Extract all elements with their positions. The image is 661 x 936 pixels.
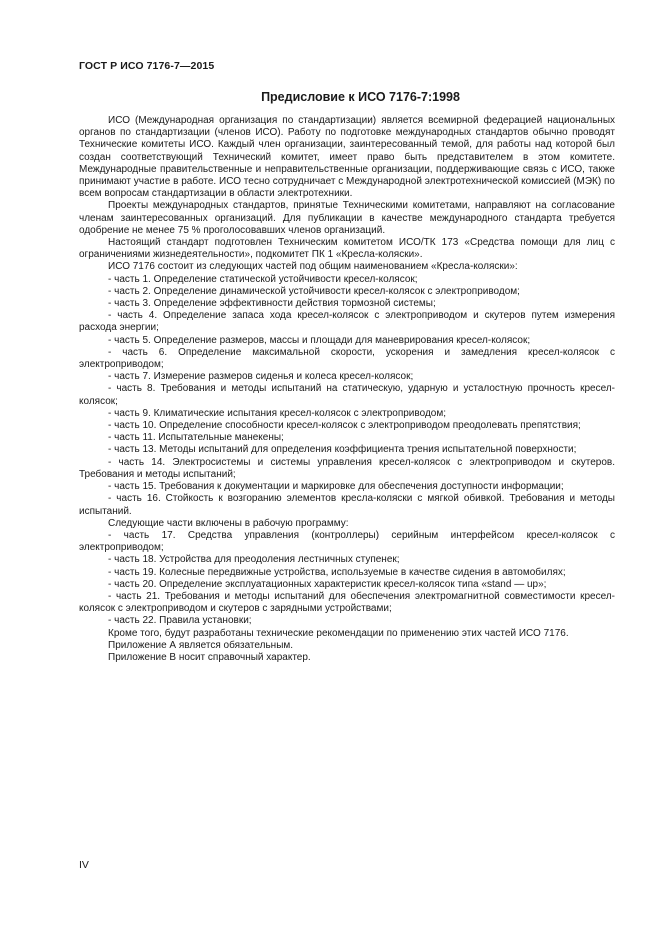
paragraph: - часть 15. Требования к документации и маркировке для обеспечения доступности информации; bbox=[108, 481, 564, 493]
paragraph: - часть 3. Определение эффективности действия тормозной системы; bbox=[108, 298, 436, 310]
body-text bbox=[79, 115, 615, 664]
page-number: IV bbox=[79, 859, 89, 871]
paragraph: - часть 2. Определение динамической устойчивости кресел-колясок с электроприводом; bbox=[108, 285, 520, 297]
paragraph: - часть 7. Измерение размеров сиденья и колеса кресел-колясок; bbox=[108, 371, 414, 383]
paragraph: - часть 10. Определение способности кресел-колясок с электроприводом преодолевать препятствия; bbox=[108, 420, 581, 432]
paragraph: Приложение В носит справочный характер. bbox=[108, 651, 311, 663]
paragraph: ИСО (Международная организация по стандартизации) является всемирной федерацией национальных органов по стандартизации (членов ИСО). Работу по подготовке международных стандартов обычно проводят Технические комитеты ИСО. Каждый член организации, заинтересованный темой, для работы над которой был создан соответствующий Технический комитет, имеет право быть представителем в этом комитете. Международные правительственные и неправительственные организации, поддерживающие связь с ИСО, также принимают участие в работе. ИСО тесно сотрудничает с Международной электротехнической комиссией (МЭК) по всем вопросам стандартизации в области электротехники. bbox=[79, 115, 615, 200]
paragraph: - часть 4. Определение запаса хода кресел-колясок с электроприводом и скутеров путем измерения расхода энергии; bbox=[79, 310, 615, 334]
paragraph: - часть 13. Методы испытаний для определения коэффициента трения испытательной поверхности; bbox=[108, 444, 577, 456]
paragraph: - часть 16. Стойкость к возгоранию элементов кресла-коляски с мягкой обивкой. Требования и методы испытаний. bbox=[79, 493, 615, 517]
paragraph: - часть 1. Определение статической устойчивости кресел-колясок; bbox=[108, 273, 418, 285]
paragraph: - часть 18. Устройства для преодоления лестничных ступенек; bbox=[108, 554, 400, 566]
paragraph: - часть 11. Испытательные манекены; bbox=[108, 432, 284, 444]
paragraph: - часть 22. Правила установки; bbox=[108, 615, 252, 627]
paragraph: Проекты международных стандартов, принятые Техническими комитетами, направляют на согласование членам заинтересованных организаций. Для публикации в качестве международного стандарта требуется одобрение не менее 75 % проголосовавших членов организаций. bbox=[79, 200, 615, 236]
paragraph: - часть 5. Определение размеров, массы и площади для маневрирования кресел-колясок; bbox=[108, 334, 531, 346]
document-header: ГОСТ Р ИСО 7176-7—2015 bbox=[79, 60, 215, 72]
paragraph: Кроме того, будут разработаны технические рекомендации по применению этих частей ИСО 7176. bbox=[108, 627, 569, 639]
paragraph: ИСО 7176 состоит из следующих частей под общим наименованием «Кресла-коляски»: bbox=[108, 261, 518, 273]
paragraph: Приложение А является обязательным. bbox=[108, 639, 294, 651]
paragraph: - часть 17. Средства управления (контроллеры) серийным интерфейсом кресел-колясок с электроприводом; bbox=[79, 529, 615, 554]
paragraph: Следующие части включены в рабочую программу: bbox=[108, 517, 349, 529]
paragraph: - часть 20. Определение эксплуатационных характеристик кресел-колясок типа «stand — up»; bbox=[108, 578, 547, 590]
paragraph: - часть 19. Колесные передвижные устройства, используемые в качестве сидения в автомобилях; bbox=[108, 566, 566, 578]
paragraph: - часть 21. Требования и методы испытаний для обеспечения электромагнитной совместимости кресел-колясок с электроприводом и скутеров с зарядными устройствами; bbox=[79, 590, 615, 615]
paragraph: - часть 14. Электросистемы и системы управления кресел-колясок с электроприводом и скутеров. Требования и методы испытаний; bbox=[79, 456, 615, 480]
paragraph: - часть 8. Требования и методы испытаний на статическую, ударную и усталостную прочность кресел-колясок; bbox=[79, 383, 615, 407]
page-title-text: Предисловие к ИСО 7176-7:1998 bbox=[261, 90, 460, 104]
paragraph: - часть 6. Определение максимальной скорости, ускорения и замедления кресел-колясок с электроприводом; bbox=[79, 346, 615, 371]
page-title bbox=[0, 90, 661, 104]
paragraph: - часть 9. Климатические испытания кресел-колясок с электроприводом; bbox=[108, 407, 446, 419]
paragraph: Настоящий стандарт подготовлен Техническим комитетом ИСО/ТК 173 «Средства помощи для лиц с ограничениями жизнедеятельности», подкомитет ПК 1 «Кресла-коляски». bbox=[79, 237, 615, 261]
